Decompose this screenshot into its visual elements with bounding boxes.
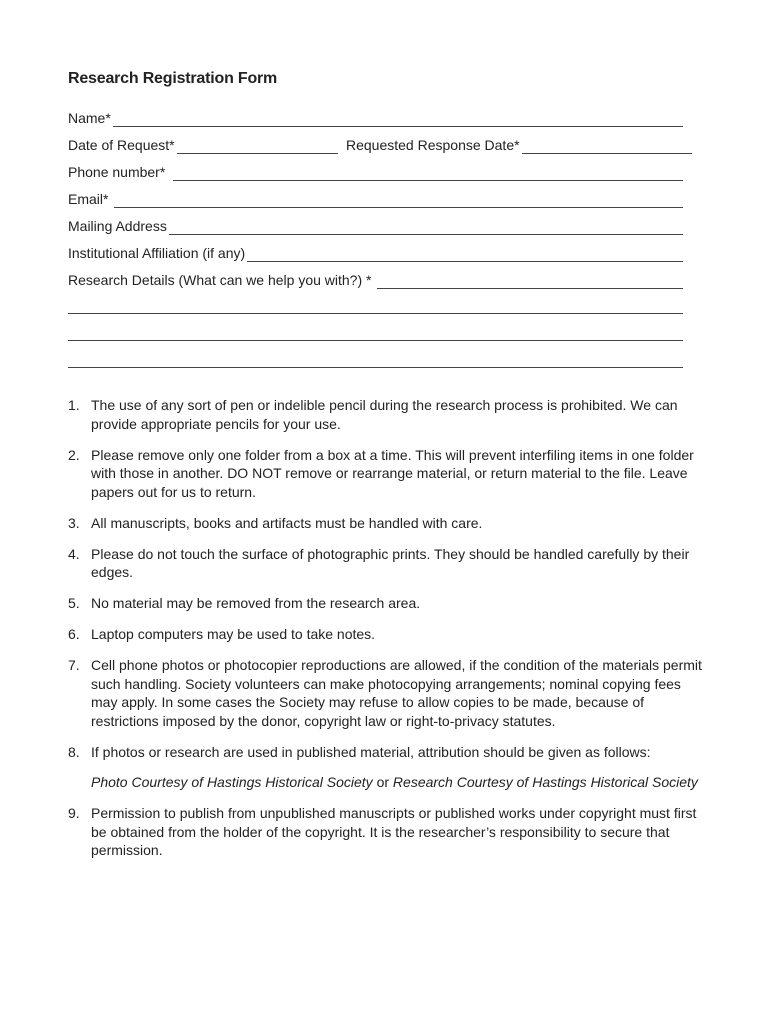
rule-item: 2. Please remove only one folder from a box at a time. This will prevent interfiling items in one folder with those in another. DO NOT remove or rearrange material, or return material to the file. Leave papers out for us to return.: [68, 446, 694, 500]
research-details-field[interactable]: [68, 271, 683, 289]
rule-item: 6. Laptop computers may be used to take notes.: [68, 626, 376, 642]
research-details-blank-line[interactable]: [377, 274, 683, 289]
mailing-address-label: Mailing Address: [68, 218, 167, 234]
institutional-affiliation-field[interactable]: [68, 244, 683, 262]
research-credit-text: Research Courtesy of Hastings Historical Society: [392, 774, 698, 790]
research-details-line-4[interactable]: [68, 367, 683, 368]
email-blank-line[interactable]: [114, 193, 683, 208]
date-of-request-field[interactable]: [68, 136, 338, 154]
rule-item: 3. All manuscripts, books and artifacts must be handled with care.: [68, 514, 483, 531]
phone-field[interactable]: [68, 163, 683, 181]
requested-response-date-label: Requested Response Date*: [346, 137, 520, 153]
institutional-affiliation-label: Institutional Affiliation (if any): [68, 245, 246, 261]
research-details-line-2[interactable]: [68, 313, 683, 314]
rule-item: 8. If photos or research are used in published material, attribution should be given as follows: Photo Courtesy of Hastings Historical Society or Research Courtesy of Hastings Historical Society: [68, 743, 708, 792]
name-field[interactable]: [68, 109, 683, 127]
phone-blank-line[interactable]: [173, 166, 683, 181]
rule-item: 5. No material may be removed from the research area.: [68, 595, 421, 611]
rule-item: 7. Cell phone photos or photocopier reproductions are allowed, if the condition of the materials permit such handling. Society volunteers can make photocopying arrangements; nominal copying fees may apply. In some cases the Society may refuse to allow copies to be made, because of restrictions imposed by the donor, copyright law or right-to-privacy statutes.: [68, 657, 702, 729]
date-of-request-label: Date of Request*: [68, 137, 175, 153]
email-field[interactable]: [68, 190, 683, 208]
phone-label: Phone number*: [68, 164, 166, 180]
name-blank-line[interactable]: [113, 112, 683, 127]
requested-response-date-field[interactable]: [346, 136, 692, 154]
photo-credit-text: Photo Courtesy of Hastings Historical Society: [91, 774, 373, 790]
attribution-example: [91, 773, 708, 792]
research-rules-list: [68, 396, 708, 872]
research-details-label: Research Details (What can we help you with?) *: [68, 272, 372, 288]
rule-item: 1. The use of any sort of pen or indelible pencil during the research process is prohibited. We can provide appropriate pencils for your use.: [68, 397, 678, 432]
date-of-request-blank-line[interactable]: [177, 139, 338, 154]
attribution-or-text: or: [372, 774, 393, 790]
mailing-address-blank-line[interactable]: [169, 220, 683, 235]
form-title: Research Registration Form: [68, 70, 278, 87]
institutional-affiliation-blank-line[interactable]: [247, 247, 683, 262]
requested-response-date-blank-line[interactable]: [522, 139, 692, 154]
email-label: Email*: [68, 191, 109, 207]
mailing-address-field[interactable]: [68, 217, 683, 235]
rule-item: 9. Permission to publish from unpublished manuscripts or published works under copyright must first be obtained from the holder of the copyright. It is the researcher’s responsibility to secure that permission.: [68, 805, 697, 858]
name-label: Name*: [68, 110, 111, 126]
research-details-line-3[interactable]: [68, 340, 683, 341]
rule-item: 4. Please do not touch the surface of photographic prints. They should be handled carefully by their edges.: [68, 545, 690, 580]
